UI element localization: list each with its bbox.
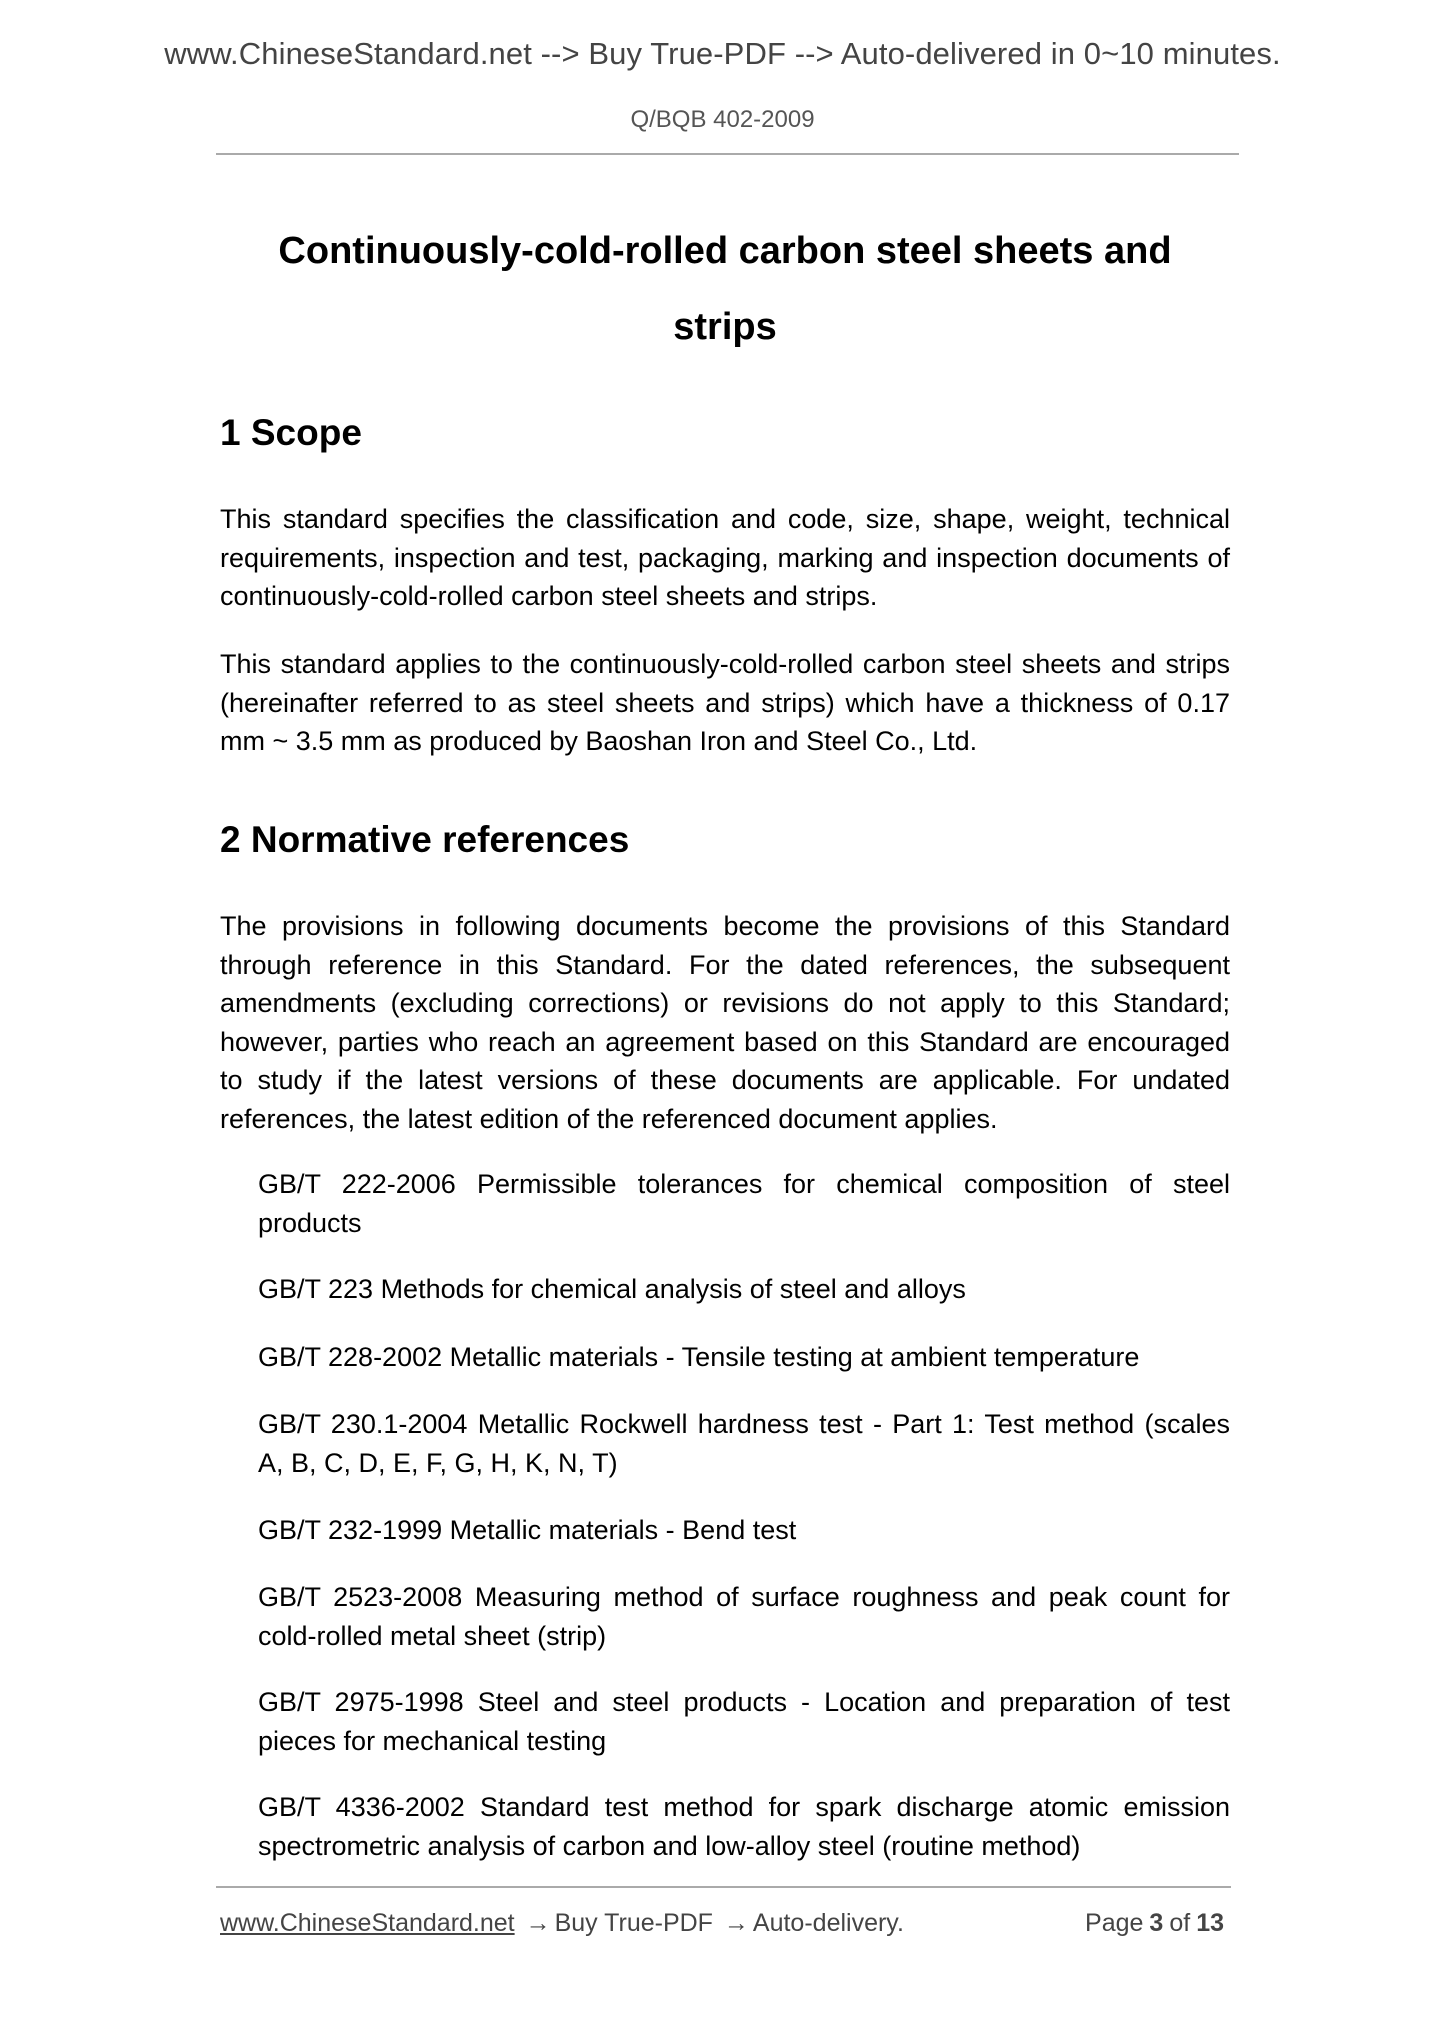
page-indicator — [1085, 1909, 1230, 1938]
document-title — [220, 213, 1230, 365]
page-footer — [220, 1909, 1230, 1938]
reference-item: GB/T 223 Methods for chemical analysis of steel and alloys — [258, 1274, 966, 1304]
section-heading-scope: 1 Scope — [220, 412, 362, 453]
document-id: Q/BQB 402-2009 — [630, 106, 815, 133]
scope-paragraph-2: This standard applies to the continuously-cold-rolled carbon steel sheets and strips (hereinafter referred to as steel sheets and strips) which have a thickness of 0.17 mm ~ 3.5 mm as produced by Baoshan Iron and Steel Co., Ltd. — [220, 649, 1230, 756]
reference-item: GB/T 222-2006 Permissible tolerances for chemical composition of steel products — [258, 1169, 1230, 1238]
page-label: Page — [1085, 1909, 1144, 1937]
references-intro-paragraph: The provisions in following documents become the provisions of this Standard through reference in this Standard. For the dated references, the subsequent amendments (excluding corrections) or revisions do not apply to this Standard; however, parties who reach an agreement based on this Standard are encouraged to study if the latest versions of these documents are applicable. For undated references, the latest edition of the referenced document applies. — [220, 911, 1230, 1134]
reference-item: GB/T 2523-2008 Measuring method of surface roughness and peak count for cold-rolled metal sheet (strip) — [258, 1582, 1230, 1651]
delivery-text: Auto-delivery. — [752, 1909, 904, 1937]
reference-item: GB/T 228-2002 Metallic materials - Tensile testing at ambient temperature — [258, 1342, 1140, 1372]
reference-item: GB/T 4336-2002 Standard test method for spark discharge atomic emission spectrometric analysis of carbon and low-alloy steel (routine method) — [258, 1792, 1230, 1861]
title-line-2: strips — [673, 306, 777, 348]
reference-item: GB/T 2975-1998 Steel and steel products - Location and preparation of test pieces for mechanical testing — [258, 1687, 1230, 1756]
scope-paragraph-1: This standard specifies the classification and code, size, shape, weight, technical requirements, inspection and test, packaging, marking and inspection documents of continuously-cold-rolled carbon steel sheets and strips. — [220, 504, 1230, 611]
header-divider — [216, 153, 1239, 155]
arrow-right-icon: → — [723, 1909, 749, 1937]
section-heading-normative-references: 2 Normative references — [220, 819, 630, 860]
buy-text: Buy True-PDF — [554, 1909, 713, 1937]
site-banner: www.ChineseStandard.net --> Buy True-PDF --> Auto-delivered in 0~10 minutes. — [164, 36, 1281, 71]
page-of: of — [1169, 1909, 1191, 1937]
arrow-right-icon: → — [525, 1909, 551, 1937]
page-total: 13 — [1196, 1909, 1224, 1937]
title-line-1: Continuously-cold-rolled carbon steel sheets and — [278, 230, 1172, 272]
site-link[interactable]: www.ChineseStandard.net — [220, 1909, 515, 1937]
page-current: 3 — [1149, 1909, 1164, 1937]
reference-item: GB/T 230.1-2004 Metallic Rockwell hardness test - Part 1: Test method (scales A, B, C, D, E, F, G, H, K, N, T) — [258, 1409, 1230, 1478]
footer-divider — [216, 1886, 1231, 1888]
reference-item: GB/T 232-1999 Metallic materials - Bend test — [258, 1515, 797, 1545]
